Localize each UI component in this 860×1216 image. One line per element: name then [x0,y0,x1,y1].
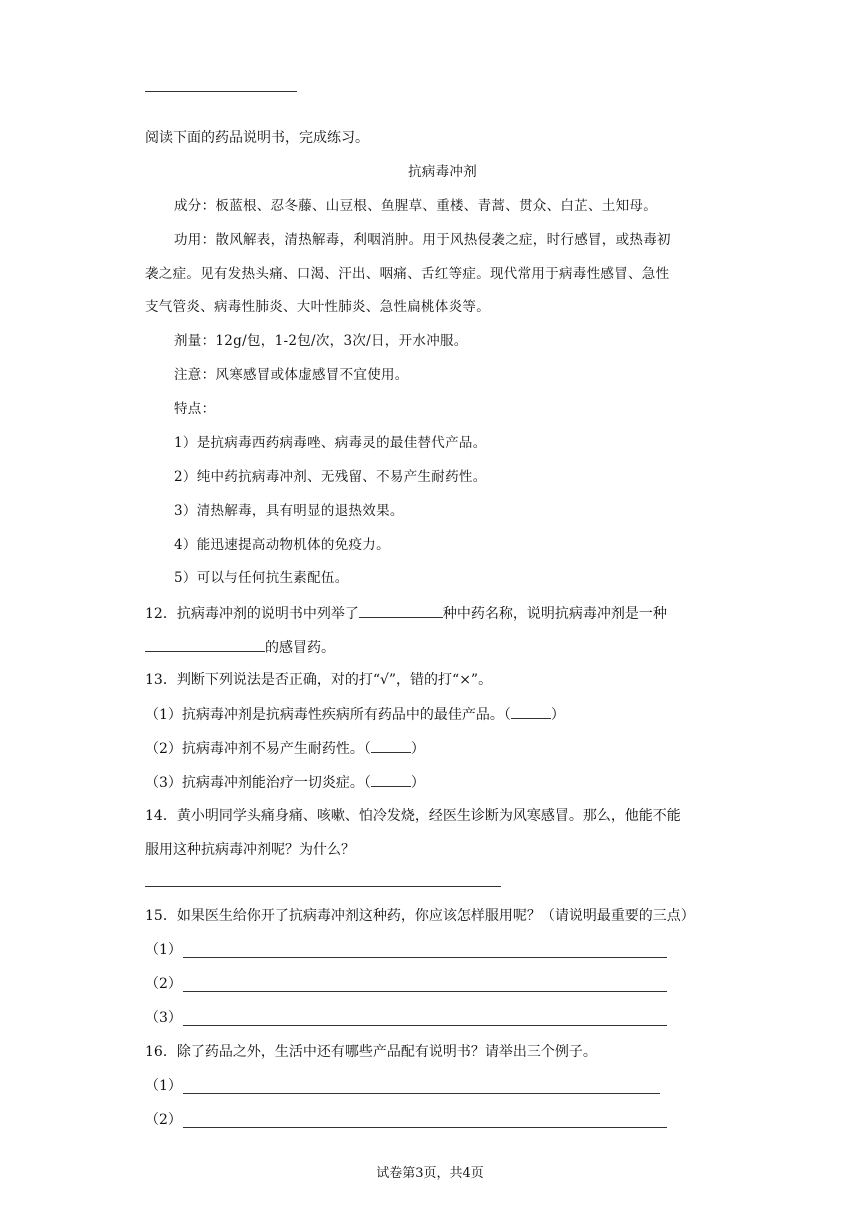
question-15-item-3 [145,1008,182,1028]
question-16-item-2 [145,1110,182,1130]
item-label: （3） [145,1010,182,1026]
answer-blank-12b[interactable] [145,636,265,652]
question-12-text-c: 的感冒药。 [265,640,335,656]
answer-line-15-2[interactable] [183,991,667,992]
leaflet-title: 抗病毒冲剂 [408,164,477,180]
question-13-item-2 [145,738,425,759]
question-13-item-2-text: （2）抗病毒冲剂不易产生耐药性。（ [145,741,371,757]
leaflet-feature-3: 3）清热解毒，具有明显的退热效果。 [174,503,404,519]
question-15-stem: 15．如果医生给你开了抗病毒冲剂这种药，你应该怎样服用呢？（请说明最重要的三点） [145,908,695,924]
leaflet-caution: 注意：风寒感冒或体虚感冒不宜使用。 [174,367,409,383]
answer-blank-13-3[interactable] [371,772,411,787]
item-label: （1） [145,1078,182,1094]
question-13-item-1 [145,704,565,725]
leaflet-features-heading: 特点： [174,401,216,417]
question-12-text-b: 种中药名称，说明抗病毒冲剂是一种 [442,606,667,622]
answer-line-16-2[interactable] [183,1127,667,1128]
leaflet-feature-1: 1）是抗病毒西药病毒唑、病毒灵的最佳替代产品。 [174,435,487,451]
question-16-stem: 16．除了药品之外，生活中还有哪些产品配有说明书？请举出三个例子。 [145,1044,597,1060]
leaflet-ingredients: 成分：板蓝根、忍冬藤、山豆根、鱼腥草、重楼、青蒿、贯众、白芷、土知母。 [174,198,657,214]
leaflet-feature-4: 4）能迅速提高动物机体的免疫力。 [174,537,390,553]
answer-blank-13-2[interactable] [371,738,411,753]
intro-text: 阅读下面的药品说明书，完成练习。 [145,130,369,146]
question-13-item-3-text: （3）抗病毒冲剂能治疗一切炎症。（ [145,775,371,791]
answer-blank-13-1[interactable] [511,704,551,719]
page-footer: 试卷第3页，共4页 [376,1166,484,1181]
question-13-stem: 13．判断下列说法是否正确，对的打“√”，错的打“×”。 [145,672,493,688]
answer-line-15-3[interactable] [183,1025,667,1026]
leaflet-feature-2: 2）纯中药抗病毒冲剂、无残留、不易产生耐药性。 [174,469,487,485]
question-13-item-3 [145,772,425,793]
leaflet-feature-5: 5）可以与任何抗生素配伍。 [174,570,349,586]
question-12-text-a: 12．抗病毒冲剂的说明书中列举了 [145,606,359,622]
question-16-item-1 [145,1076,182,1096]
paren-close: ） [410,775,425,791]
item-label: （2） [145,1112,182,1128]
answer-line-top[interactable] [145,91,297,92]
question-13-item-1-text: （1）抗病毒冲剂是抗病毒性疾病所有药品中的最佳产品。（ [145,707,511,723]
answer-line-14[interactable] [145,886,501,887]
leaflet-function-2: 袭之症。见有发热头痛、口渴、汗出、咽痛、舌红等症。现代常用于病毒性感冒、急性 [145,266,670,282]
item-label: （1） [145,942,182,958]
paren-close: ） [550,707,565,723]
question-12-line-2 [145,636,335,658]
paren-close: ） [410,741,425,757]
question-14-line-1: 14．黄小明同学头痛身痛、咳嗽、怕冷发烧，经医生诊断为风寒感冒。那么，他能不能 [145,808,681,824]
question-14-line-2: 服用这种抗病毒冲剂呢？为什么？ [145,842,355,858]
item-label: （2） [145,976,182,992]
answer-blank-12a[interactable] [359,602,443,618]
leaflet-dosage: 剂量：12g/包，1-2包/次，3次/日，开水冲服。 [174,333,468,349]
answer-line-16-1[interactable] [183,1093,660,1094]
question-15-item-2 [145,974,182,994]
leaflet-function-3: 支气管炎、病毒性肺炎、大叶性肺炎、急性扁桃体炎等。 [145,299,490,315]
answer-line-15-1[interactable] [183,957,667,958]
question-12-line-1 [145,602,667,624]
question-15-item-1 [145,940,182,960]
leaflet-function-1: 功用：散风解表，清热解毒，利咽消肿。用于风热侵袭之症，时行感冒，或热毒初 [174,232,671,248]
